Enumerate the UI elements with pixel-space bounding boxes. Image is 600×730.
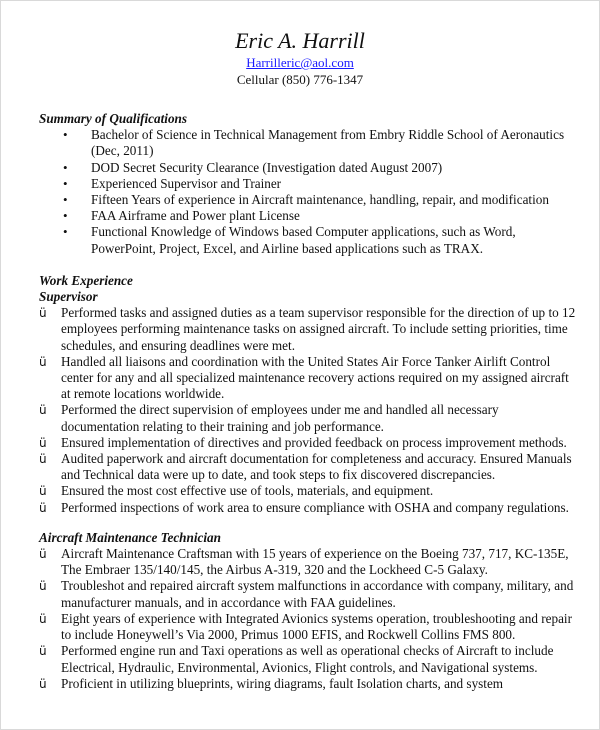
job-title-technician: Aircraft Maintenance Technician: [39, 529, 221, 545]
summary-item-text: Experienced Supervisor and Trainer: [91, 175, 282, 191]
duty-text: Performed the direct supervision of employees under me and handled all necessary documentation relating to their training and job performance.: [61, 402, 499, 434]
duty-text: Performed tasks and assigned duties as a team supervisor responsible for the direction of up to 12 employees performing maintenance tasks on assigned aircraft. To include setting priorities, time schedules, and ensuring deadlines were met.: [61, 305, 576, 353]
work-experience-title: Work Experience: [39, 272, 133, 288]
duty-item: [39, 611, 579, 643]
checkmark-icon: ü: [39, 484, 47, 499]
duty-text: Ensured the most cost effective use of tools, materials, and equipment.: [61, 483, 434, 499]
summary-item: [39, 176, 579, 192]
technician-duties-list: [39, 546, 579, 692]
summary-item-text: Functional Knowledge of Windows based Computer applications, such as Word, PowerPoint, Project, Excel, and Airline based applications such as TRAX.: [91, 224, 516, 256]
duty-text: Handled all liaisons and coordination with the United States Air Force Tanker Airlift Control center for any and all specialized maintenance recovery actions required on my assigned aircraft at remote locations worldwide.: [61, 353, 569, 402]
checkmark-icon: ü: [39, 306, 47, 321]
summary-item: [39, 192, 579, 208]
duty-text: Troubleshot and repaired aircraft system malfunctions in accordance with company, military, and manufacturer manuals, and in accordance with FAA guidelines.: [61, 578, 574, 610]
supervisor-duties-list: [39, 305, 579, 516]
applicant-name: Eric A. Harrill: [235, 28, 365, 53]
checkmark-icon: ü: [39, 452, 47, 467]
phone-number: Cellular (850) 776-1347: [236, 72, 364, 87]
summary-item: [39, 224, 579, 256]
summary-item: [39, 160, 579, 176]
duty-item: [39, 305, 579, 354]
resume-body: [39, 111, 579, 692]
summary-title: Summary of Qualifications: [39, 111, 188, 126]
checkmark-icon: ü: [39, 354, 47, 369]
bullet-icon: •: [63, 224, 68, 240]
checkmark-icon: ü: [39, 547, 47, 562]
checkmark-icon: ü: [39, 644, 47, 659]
duty-item: [39, 435, 579, 451]
summary-list: [39, 127, 579, 257]
duty-item: [39, 402, 579, 434]
summary-item: [39, 208, 579, 224]
resume-header: [1, 29, 599, 88]
summary-item-text: Bachelor of Science in Technical Management from Embry Riddle School of Aeronautics (Dec, 2011): [91, 127, 565, 159]
duty-item: [39, 643, 579, 675]
duty-item: [39, 354, 579, 403]
duty-text: Ensured implementation of directives and provided feedback on process improvement methods.: [61, 434, 567, 450]
duty-text: Performed inspections of work area to ensure compliance with OSHA and company regulations.: [61, 499, 569, 515]
duty-item: [39, 578, 579, 610]
duty-text: Performed engine run and Taxi operations as well as operational checks of Aircraft to include Electrical, Hydraulic, Environmental, Avionics, Flight controls, and Navigational systems.: [61, 643, 554, 675]
bullet-icon: •: [63, 127, 68, 143]
checkmark-icon: ü: [39, 403, 47, 418]
bullet-icon: •: [63, 208, 68, 224]
duty-text: Eight years of experience with Integrated Avionics systems operation, troubleshooting and repair to include Honeywell’s Via 2000, Primus 1000 EFIS, and Rockwell Collins FMS 800.: [61, 610, 572, 643]
duty-item: [39, 500, 579, 516]
duty-item: [39, 546, 579, 578]
duty-item: [39, 483, 579, 499]
checkmark-icon: ü: [39, 676, 47, 691]
summary-item-text: FAA Airframe and Power plant License: [91, 208, 300, 224]
duty-text: Proficient in utilizing blueprints, wiring diagrams, fault Isolation charts, and system: [61, 675, 504, 691]
duty-item: [39, 676, 579, 692]
duty-text: Aircraft Maintenance Craftsman with 15 years of experience on the Boeing 737, 717, KC-135E, The Embraer 135/140/145, the Airbus A-319, 320 and the Lockheed C-5 Galaxy.: [61, 546, 569, 578]
checkmark-icon: ü: [39, 579, 47, 594]
summary-item-text: DOD Secret Security Clearance (Investigation dated August 2007): [91, 159, 443, 175]
bullet-icon: •: [63, 159, 68, 175]
job-title-supervisor: Supervisor: [39, 289, 98, 305]
duty-text: Audited paperwork and aircraft documentation for completeness and accuracy. Ensured Manuals and Technical data were up to date, and took steps to fix discovered discrepancies.: [61, 451, 572, 483]
checkmark-icon: ü: [39, 500, 47, 515]
summary-item: [39, 127, 579, 159]
summary-item-text: Fifteen Years of experience in Aircraft maintenance, handling, repair, and modification: [91, 192, 549, 208]
email-link[interactable]: Harrilleric@aol.com: [246, 55, 354, 70]
checkmark-icon: ü: [39, 611, 47, 626]
bullet-icon: •: [63, 175, 68, 191]
bullet-icon: •: [63, 192, 68, 208]
checkmark-icon: ü: [39, 435, 47, 450]
duty-item: [39, 451, 579, 483]
